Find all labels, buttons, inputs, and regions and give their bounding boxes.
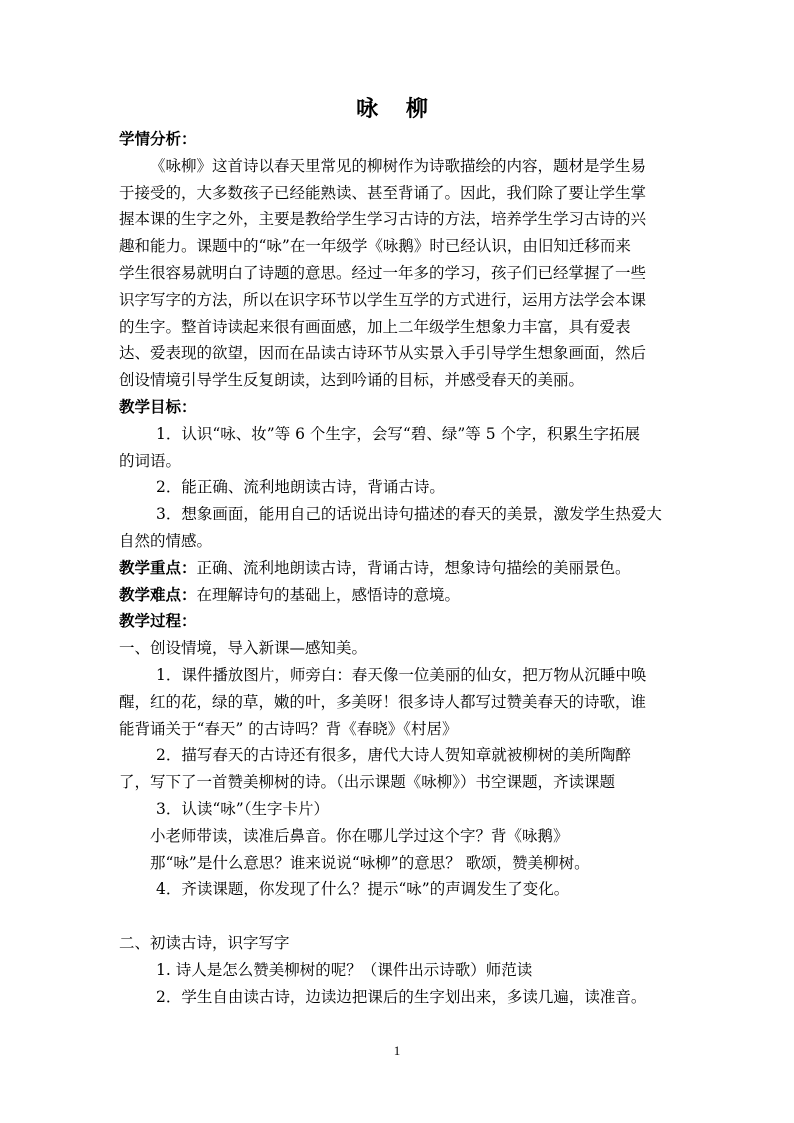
paragraph-line: 达、爱表现的欲望，因而在品读古诗环节从实景入手引导学生想象画面，然后 — [119, 344, 647, 363]
section-heading-analysis: 学情分析： — [119, 130, 197, 148]
process-line: 2．学生自由读古诗，边读边把课后的生字划出来，多读几遍，读准音。 — [156, 987, 647, 1006]
process-line: 那“咏”是什么意思？谁来说说“咏柳”的意思？ 歌颂，赞美柳树。 — [150, 853, 590, 872]
process-line: 了，写下了一首赞美柳树的诗。（出示课题《咏柳》）书空课题，齐读课题 — [119, 773, 616, 792]
goal-line: 自然的情感。 — [119, 531, 213, 550]
paragraph-line: 识字写字的方法，所以在识字环节以学生互学的方式进行，运用方法学会本课 — [119, 290, 647, 309]
paragraph-line: 的生字。整首诗读起来很有画面感，加上二年级学生想象力丰富，具有爱表 — [119, 317, 631, 336]
teaching-focus-label: 教学重点： — [119, 558, 197, 577]
goal-line: 3．想象画面，能用自己的话说出诗句描述的春天的美景，激发学生热爱大 — [156, 505, 662, 524]
goal-line: 1．认识“咏、妆”等 6 个生字，会写“碧、绿”等 5 个字，积累生字拓展 — [156, 424, 640, 443]
teaching-difficulty-label: 教学难点： — [119, 585, 197, 604]
process-line: 2．描写春天的古诗还有很多，唐代大诗人贺知章就被柳树的美所陶醉 — [156, 746, 631, 765]
paragraph-line: 《咏柳》这首诗以春天里常见的柳树作为诗歌描绘的内容，题材是学生易 — [150, 156, 647, 175]
section-heading-goals: 教学目标： — [119, 397, 197, 416]
paragraph-line: 于接受的，大多数孩子已经能熟读、甚至背诵了。因此，我们除了要让学生掌 — [119, 183, 647, 202]
process-line: 1．课件播放图片，师旁白：春天像一位美丽的仙女，把万物从沉睡中唤 — [156, 665, 647, 684]
paragraph-line: 创设情境引导学生反复朗读，达到吟诵的目标，并感受春天的美丽。 — [119, 371, 585, 390]
teaching-difficulty-text: 在理解诗句的基础上，感悟诗的意境。 — [196, 585, 461, 604]
page-title: 咏 柳 — [356, 97, 438, 122]
teaching-difficulty — [119, 582, 679, 609]
paragraph-line: 握本课的生字之外，主要是教给学生学习古诗的方法，培养学生学习古诗的兴 — [119, 210, 647, 229]
paragraph-line: 趣和能力。课题中的“咏”在一年级学《咏鹅》时已经认识，由旧知迁移而来 — [119, 237, 631, 256]
teaching-focus — [119, 555, 679, 582]
goal-line: 的词语。 — [119, 451, 182, 470]
part-title: 一、创设情境，导入新课—感知美。 — [119, 639, 368, 658]
process-line: 4．齐读课题，你发现了什么？提示“咏”的声调发生了变化。 — [156, 880, 570, 899]
paragraph-line: 学生很容易就明白了诗题的意思。经过一年多的学习，孩子们已经掌握了一些 — [119, 263, 647, 282]
process-line: 能背诵关于“春天” 的古诗吗？背《春晓》《村居》 — [119, 719, 458, 738]
section-heading-process: 教学过程： — [119, 612, 197, 631]
goal-line: 2．能正确、流利地朗读古诗，背诵古诗。 — [156, 478, 445, 497]
process-line: 3．认读“咏”（生字卡片） — [156, 799, 329, 818]
document-body — [119, 126, 679, 1010]
process-line: 1. 诗人是怎么赞美柳树的呢？（课件出示诗歌）师范读 — [156, 960, 533, 979]
blank-line — [119, 903, 679, 930]
teaching-focus-text: 正确、流利地朗读古诗，背诵古诗，想象诗句描绘的美丽景色。 — [196, 558, 631, 577]
page-number: 1 — [393, 1043, 401, 1058]
process-line: 醒，红的花，绿的草，嫩的叶，多美呀！很多诗人都写过赞美春天的诗歌，谁 — [119, 692, 647, 711]
part-title: 二、初读古诗，识字写字 — [119, 933, 290, 952]
process-line: 小老师带读，读准后鼻音。你在哪儿学过这个字？背《咏鹅》 — [150, 826, 569, 845]
